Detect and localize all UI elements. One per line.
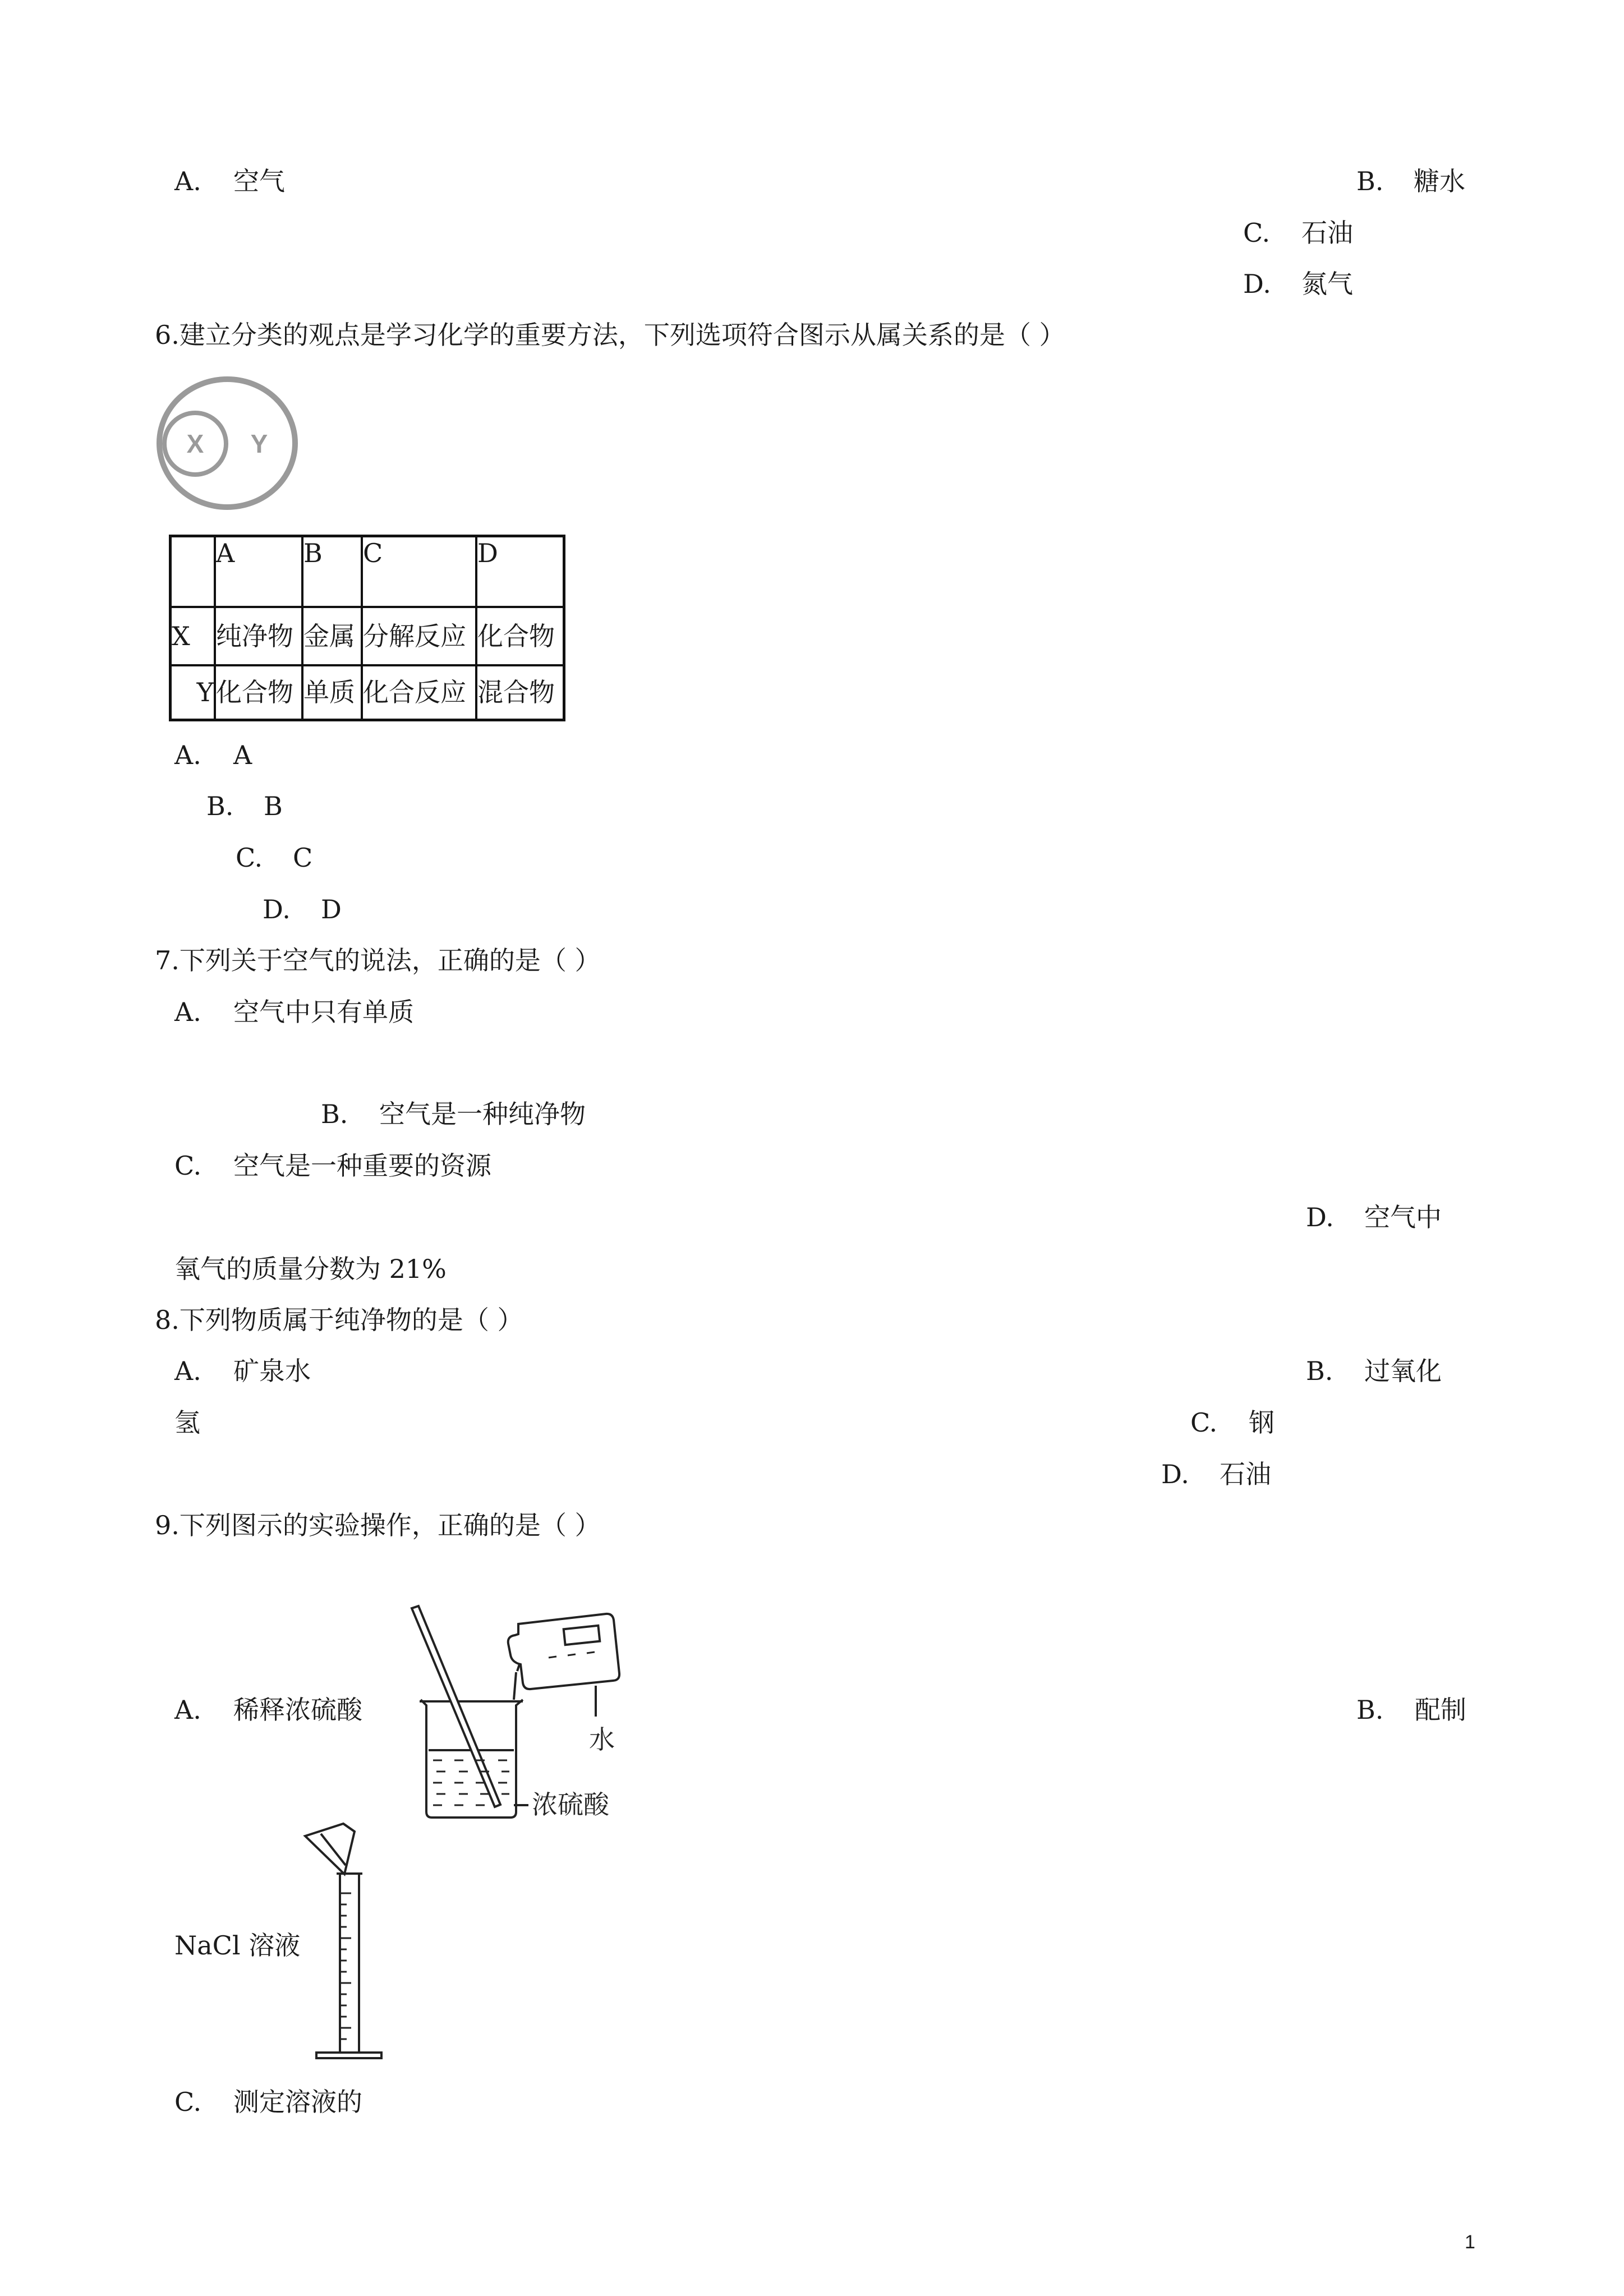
- water-stream: [514, 1672, 516, 1700]
- q7-stem: 7.下列关于空气的说法，正确的是（ ）: [155, 945, 601, 976]
- q6-option-d-text: D: [321, 894, 342, 924]
- q9-option-c-letter: C.: [174, 2087, 202, 2117]
- table-cell: 混合物: [476, 665, 564, 720]
- table-cell: Y: [171, 665, 215, 720]
- q6-option-c-text: C: [293, 843, 313, 873]
- q9-option-a-letter: A.: [174, 1695, 201, 1725]
- q8-option-d-text: 石油: [1220, 1459, 1271, 1489]
- dilution-figure: [404, 1602, 673, 1826]
- page-number: 1: [1465, 2231, 1475, 2253]
- q6-option-b-letter: B.: [206, 791, 234, 821]
- table-cell: X: [171, 607, 215, 665]
- venn-outer-label: Y: [250, 429, 268, 458]
- table-cell: 单质: [302, 665, 362, 720]
- q8-option-c-letter: C.: [1190, 1407, 1218, 1438]
- q5-option-a-text: 空气: [233, 166, 285, 196]
- q5-option-a-letter: A.: [174, 166, 201, 196]
- table-cell: 金属: [302, 607, 362, 665]
- q8-option-c-text: 钢: [1249, 1407, 1275, 1438]
- q8-stem: 8.下列物质属于纯净物的是（ ）: [155, 1305, 523, 1335]
- venn-inner-label: X: [186, 429, 204, 458]
- q5-option-b-text: 糖水: [1414, 166, 1465, 196]
- q6-stem: 6.建立分类的观点是学习化学的重要方法，下列选项符合图示从属关系的是（ ）: [155, 320, 1065, 350]
- label-concentrated-acid: 浓硫酸: [532, 1789, 609, 1820]
- table-cell: 纯净物: [215, 607, 302, 665]
- table-cell: [171, 536, 215, 607]
- table-cell: C: [362, 536, 476, 607]
- table-cell: A: [215, 536, 302, 607]
- q7-option-b-letter: B.: [321, 1099, 348, 1129]
- q6-option-d-letter: D.: [263, 894, 291, 924]
- q8-option-b-text: 过氧化: [1364, 1356, 1442, 1386]
- table-header-row: [171, 536, 564, 607]
- q7-option-c-text: 空气是一种重要的资源: [233, 1151, 491, 1181]
- q9-stem: 9.下列图示的实验操作，正确的是（ ）: [155, 1510, 601, 1540]
- q7-option-c-letter: C.: [174, 1151, 202, 1181]
- q9-option-b-text: 配制: [1415, 1695, 1466, 1725]
- glass-rod-icon: [412, 1606, 500, 1807]
- q6-option-a-letter: A.: [174, 740, 201, 770]
- table-row-y: [171, 665, 564, 720]
- cylinder-base: [316, 2053, 381, 2058]
- table-cell: 化合反应: [362, 665, 476, 720]
- q8-option-b-continuation: 氢: [174, 1407, 200, 1438]
- q5-option-b-letter: B.: [1356, 166, 1384, 196]
- q9-option-a-text: 稀释浓硫酸: [233, 1695, 362, 1725]
- table-row-x: [171, 607, 564, 665]
- q7-option-a-letter: A.: [174, 997, 201, 1027]
- table-cell: 化合物: [476, 607, 564, 665]
- q7-option-d-letter: D.: [1306, 1202, 1334, 1232]
- q7-option-d-continuation: 氧气的质量分数为 21%: [174, 1254, 447, 1284]
- table-cell: 化合物: [215, 665, 302, 720]
- beaker-outline: [421, 1700, 523, 1818]
- q9-option-c-text: 测定溶液的: [233, 2087, 362, 2117]
- q8-option-a-letter: A.: [174, 1356, 201, 1386]
- table-cell: 分解反应: [362, 607, 476, 665]
- q9-option-b-continuation: NaCl 溶液: [174, 1930, 301, 1961]
- q5-option-c-letter: C.: [1243, 218, 1271, 248]
- q5-option-d-text: 氮气: [1301, 269, 1353, 299]
- label-water: 水: [589, 1724, 615, 1755]
- cylinder-outline: [337, 1874, 362, 2053]
- reagent-bottle-icon: [508, 1614, 619, 1689]
- q9-option-b-letter: B.: [1356, 1695, 1384, 1725]
- q8-option-a-text: 矿泉水: [233, 1356, 311, 1386]
- table-cell: B: [302, 536, 362, 607]
- q6-venn-diagram: [151, 373, 303, 513]
- q6-classification-table: [169, 535, 565, 721]
- q5-option-d-letter: D.: [1243, 269, 1271, 299]
- q8-option-d-letter: D.: [1161, 1459, 1189, 1489]
- q6-option-c-letter: C.: [236, 843, 263, 873]
- q5-option-c-text: 石油: [1301, 218, 1353, 248]
- q7-option-a-text: 空气中只有单质: [233, 997, 414, 1027]
- measuring-cylinder-figure: [292, 1809, 393, 2067]
- q6-option-b-text: B: [264, 791, 283, 821]
- q7-option-d-text: 空气中: [1364, 1202, 1442, 1232]
- q6-option-a-text: A: [233, 740, 252, 770]
- funnel-icon: [305, 1824, 355, 1874]
- q7-option-b-text: 空气是一种纯净物: [379, 1099, 586, 1129]
- table-cell: D: [476, 536, 564, 607]
- q8-option-b-letter: B.: [1306, 1356, 1333, 1386]
